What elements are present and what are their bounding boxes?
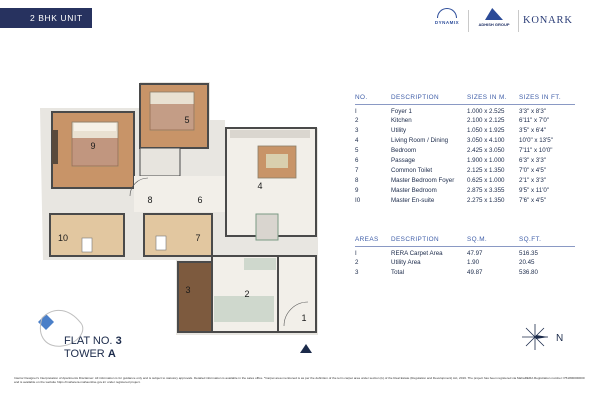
areas-row	[355, 247, 575, 258]
room-label-6: 6	[197, 195, 203, 205]
areas-cell: 3	[355, 269, 359, 276]
room-sizes-cell: Kitchen	[391, 117, 412, 124]
room-7-toilet	[156, 236, 166, 250]
room-sizes-cell: 3'3" x 8'3"	[519, 108, 547, 115]
room-sizes-cell: 7'0" x 4'5"	[519, 167, 547, 174]
room-label-9: 9	[90, 141, 96, 151]
room-sizes-row	[355, 126, 575, 136]
room-sizes-cell: 5	[355, 147, 359, 154]
areas-cell: RERA Carpet Area	[391, 250, 443, 257]
flat-label	[64, 335, 122, 361]
room-1-floor	[278, 256, 316, 332]
room-sizes-cell: 1.900 x 1.000	[467, 157, 505, 164]
room-sizes-cell: 2	[355, 117, 359, 124]
room-sizes-cell: 6	[355, 157, 359, 164]
room-5-wardrobe	[140, 148, 180, 176]
areas-cell: 1.90	[467, 259, 480, 266]
room-label-5: 5	[184, 115, 190, 125]
room-sizes-header	[355, 94, 575, 105]
room-sizes-cell: 2.875 x 3.355	[467, 187, 505, 194]
areas-row	[355, 268, 575, 278]
room-sizes-cell: 8	[355, 177, 359, 184]
room-sizes-cell: 9'5" x 11'0"	[519, 187, 550, 194]
areas-cell: 49.87	[467, 269, 483, 276]
room-sizes-cell: 3'5" x 6'4"	[519, 127, 547, 134]
areas-cell: 516.35	[519, 250, 538, 257]
room-sizes-cell: Master Bedroom Foyer	[391, 177, 455, 184]
areas-cell: 20.45	[519, 259, 535, 266]
tower-line	[64, 348, 122, 361]
room-sizes-cell: 7'6" x 4'5"	[519, 197, 547, 204]
room-sizes-cell: 2.125 x 1.350	[467, 167, 505, 174]
room-label-7: 7	[195, 233, 201, 243]
col-header-area-description: DESCRIPTION	[391, 236, 440, 243]
room-sizes-cell: 4	[355, 137, 359, 144]
room-sizes-cell: 6'3" x 3'3"	[519, 157, 547, 164]
room-2-counter	[214, 296, 274, 322]
room-sizes-row	[355, 166, 575, 176]
room-4-tv-unit	[230, 130, 310, 138]
areas-header	[355, 236, 575, 247]
col-header-sqft: SQ.FT.	[519, 236, 542, 243]
room-sizes-cell: 0.625 x 1.000	[467, 177, 505, 184]
compass-north-label: N	[556, 333, 564, 344]
room-sizes-cell: 9	[355, 187, 359, 194]
konark-logo: KONARK	[523, 15, 573, 26]
col-header-areas: AREAS	[355, 236, 379, 243]
room-sizes-cell: 2.100 x 2.125	[467, 117, 505, 124]
flat-prefix: FLAT NO.	[64, 335, 113, 347]
room-sizes-cell: 2.425 x 3.050	[467, 147, 505, 154]
room-label-3: 3	[185, 285, 191, 295]
room-sizes-cell: Foyer 1	[391, 108, 412, 115]
room-label-1: 1	[301, 313, 307, 323]
room-label-10: 10	[57, 233, 69, 243]
col-header-sizes-ft: SIZES IN FT.	[519, 94, 562, 101]
compass-icon	[520, 322, 550, 352]
col-header-sqm: SQ.M.	[467, 236, 488, 243]
room-9-pillow	[74, 123, 116, 131]
room-sizes-row	[355, 116, 575, 126]
room-sizes-cell: 1.050 x 1.925	[467, 127, 505, 134]
room-4-table	[266, 154, 288, 168]
room-sizes-cell: Living Room / Dining	[391, 137, 449, 144]
areas-cell: Total	[391, 269, 405, 276]
room-sizes-cell: 3	[355, 127, 359, 134]
passage-floor	[134, 176, 226, 212]
room-2-counter-top	[244, 258, 276, 270]
room-sizes-cell: 3.050 x 4.100	[467, 137, 505, 144]
room-sizes-cell: 7'11" x 10'0"	[519, 147, 553, 154]
room-sizes-cell: 1.000 x 2.525	[467, 108, 505, 115]
areas-table	[355, 236, 575, 278]
areas-row	[355, 258, 575, 268]
col-header-no: NO.	[355, 94, 368, 101]
room-sizes-row	[355, 146, 575, 156]
room-label-4: 4	[257, 181, 263, 191]
room-7-floor	[144, 214, 212, 256]
room-sizes-cell: Master En-suite	[391, 197, 435, 204]
room-label-8: 8	[147, 195, 153, 205]
room-sizes-row	[355, 156, 575, 166]
dynamix-logo-text: DYNAMIX	[434, 20, 460, 25]
room-sizes-row	[355, 196, 575, 206]
entrance-arrow-icon	[300, 344, 312, 353]
room-sizes-cell: Passage	[391, 157, 416, 164]
areas-cell: Utility Area	[391, 259, 421, 266]
room-sizes-cell: 6'11" x 7'0"	[519, 117, 550, 124]
areas-cell: 536.80	[519, 269, 538, 276]
unit-type-banner: 2 BHK UNIT	[0, 8, 92, 28]
room-4-dining	[256, 214, 278, 240]
adhish-logo-text: ADHISH GROUP	[478, 22, 510, 27]
room-sizes-row	[355, 136, 575, 146]
col-header-sizes-m: SIZES IN M.	[467, 94, 507, 101]
areas-cell: I	[355, 250, 357, 257]
room-sizes-cell: 2.275 x 1.350	[467, 197, 505, 204]
room-sizes-body	[355, 105, 575, 206]
flat-number: 3	[115, 335, 122, 347]
room-sizes-cell: 2'1" x 3'3"	[519, 177, 547, 184]
room-sizes-cell: Master Bedroom	[391, 187, 437, 194]
disclaimer-text: Interior Designer's Interpretation of Apartments Disclaimer: All information is for guidance only and is subject to statutory approvals. Detailed information is available in the sales office. *Carpet area mentioned is as per the definition of the term carpet area under section (k) of the Real Estate (Regulation and Development) Act, 2016. The project has been registered via MahaRERA Registration number: P51800000000 and is available on the website https://maharera.mahaonline.gov.in/ under registered project.	[14, 376, 585, 385]
areas-body	[355, 247, 575, 278]
room-sizes-cell: Common Toilet	[391, 167, 433, 174]
room-sizes-cell: Bedroom	[391, 147, 417, 154]
areas-cell: 2	[355, 259, 359, 266]
room-sizes-table	[355, 94, 575, 206]
room-label-2: 2	[244, 289, 250, 299]
areas-cell: 47.97	[467, 250, 483, 257]
room-sizes-cell: 7	[355, 167, 359, 174]
flat-number-line	[64, 335, 122, 348]
room-sizes-cell: Utility	[391, 127, 407, 134]
room-3-floor	[178, 262, 212, 332]
room-sizes-row	[355, 105, 575, 116]
room-sizes-row	[355, 186, 575, 196]
tower-letter: A	[107, 348, 116, 360]
room-sizes-cell: I	[355, 108, 357, 115]
room-sizes-row	[355, 176, 575, 186]
tower-prefix: TOWER	[64, 348, 105, 360]
room-sizes-cell: I0	[355, 197, 361, 204]
room-10-toilet	[82, 238, 92, 252]
room-sizes-cell: 10'0" x 13'5"	[519, 137, 553, 144]
room-9-wardrobe	[52, 130, 58, 164]
col-header-description: DESCRIPTION	[391, 94, 440, 101]
